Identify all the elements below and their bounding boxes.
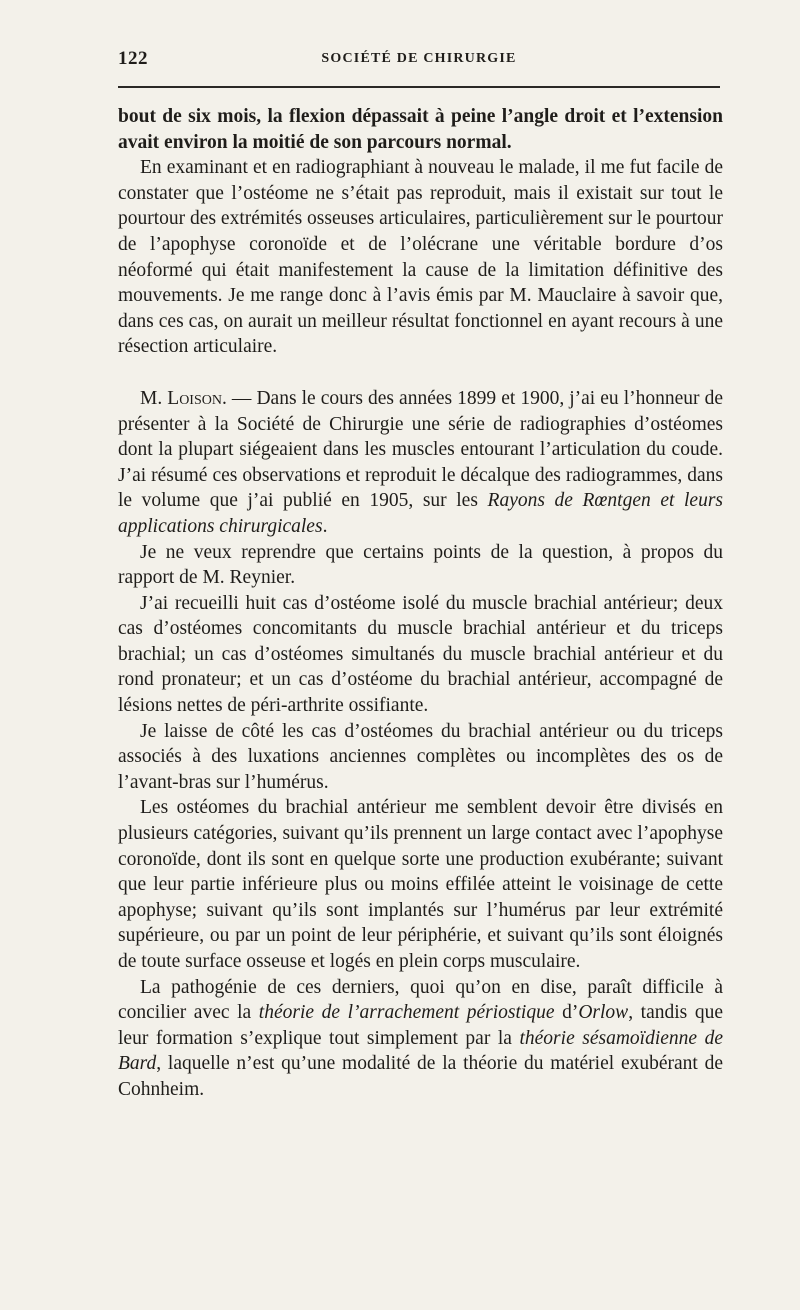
paragraph-8-text-c: , tandis que leur formation s’explique tout simplement par la (118, 1002, 723, 1049)
paragraph-6: Je laisse de côté les cas d’ostéomes du brachial antérieur ou du triceps associés à des luxations anciennes complètes ou incomplètes des os de l’avant-bras sur l’humérus. (118, 720, 723, 793)
paragraph-3 (118, 386, 723, 540)
paragraph-5: J’ai recueilli huit cas d’ostéome isolé du muscle brachial antérieur; deux cas d’ostéomes concomitants du muscle brachial antérieur et du triceps brachial; un cas d’ostéomes simultanés du muscle brachial antérieur et du rond pronateur; et un cas d’ostéome du brachial antérieur, accompagné de lésions nettes de péri-arthrite ossifiante. (118, 592, 723, 717)
theory-sesamoidienne: théorie sésamoïdienne de Bard (118, 1027, 724, 1075)
paragraph-3-text-a: — Dans le cours des années 1899 et 1900, j’ai eu l’honneur de présenter à la Société de Chirurgie une série de radiographies d’ostéomes dont la plupart siégeaient dans les muscles entourant l’articulation du coude. J’ai résumé ces observations et reproduit le décalque des radiogrammes, dans le volume que j’ai publié en 1905, sur les (118, 387, 723, 512)
paragraph-2: En examinant et en radiographiant à nouveau le malade, il me fut facile de constater que l’ostéome ne s’était pas reproduit, mais il existait sur tout le pourtour des extrémités osseuses articulaires, particulièrement sur le pourtour de l’apophyse coronoïde et de l’olécrane une véritable bordure d’os néoformé qui était manifestement la cause de la limitation définitive des mouvements. Je me range donc à l’avis émis par M. Mauclaire à savoir que, dans ces cas, on aurait un meilleur résultat fonctionnel en ayant recours à une résection articulaire. (118, 157, 723, 358)
paragraph-8-text-d: , laquelle n’est qu’une modalité de la théorie du matériel exubérant de Cohnheim. (118, 1053, 723, 1100)
paragraph-1: bout de six mois, la flexion dépassait à peine l’angle droit et l’extension avait environ la moitié de son parcours normal. (118, 106, 723, 153)
paragraph-8-text-a: La pathogénie de ces derniers, quoi qu’on en dise, paraît difficile à concilier avec la (118, 976, 723, 1024)
author-orlow: Orlow (578, 1002, 629, 1024)
paragraph-7: Les ostéomes du brachial antérieur me semblent devoir être divisés en plusieurs catégories, suivant qu’ils prennent un large contact avec l’apophyse coronoïde, dont ils sont en quelque sorte une production exubérante; suivant que leur partie inférieure plus ou moins effilée atteint le voisinage de cette apophyse; suivant qu’ils sont implantés sur l’humérus par leur extrémité supérieure, ou par un point de leur périphérie, et suivant qu’ils sont éloignés de toute surface osseuse et logés en plein corps musculaire. (118, 797, 723, 972)
speaker-prefix: M. (140, 387, 163, 409)
page-number: 122 (118, 48, 148, 69)
book-title: Rayons de Rœntgen et leurs applications chirurgicales (118, 490, 724, 537)
paragraph-8-text-b: d’ (554, 1002, 579, 1024)
running-head: SOCIÉTÉ DE CHIRURGIE (321, 51, 517, 66)
theory-arrachement: théorie de l’arrachement périostique (258, 1002, 555, 1024)
body-text (118, 104, 723, 1103)
paragraph-3-text-b: . (322, 515, 328, 537)
paragraph-8 (118, 975, 723, 1103)
paragraph-4: Je ne veux reprendre que certains points de la question, à propos du rapport de M. Reynier. (118, 541, 723, 589)
page-header (118, 48, 720, 74)
speaker-name: Loison. (167, 387, 227, 409)
header-rule (118, 86, 720, 88)
